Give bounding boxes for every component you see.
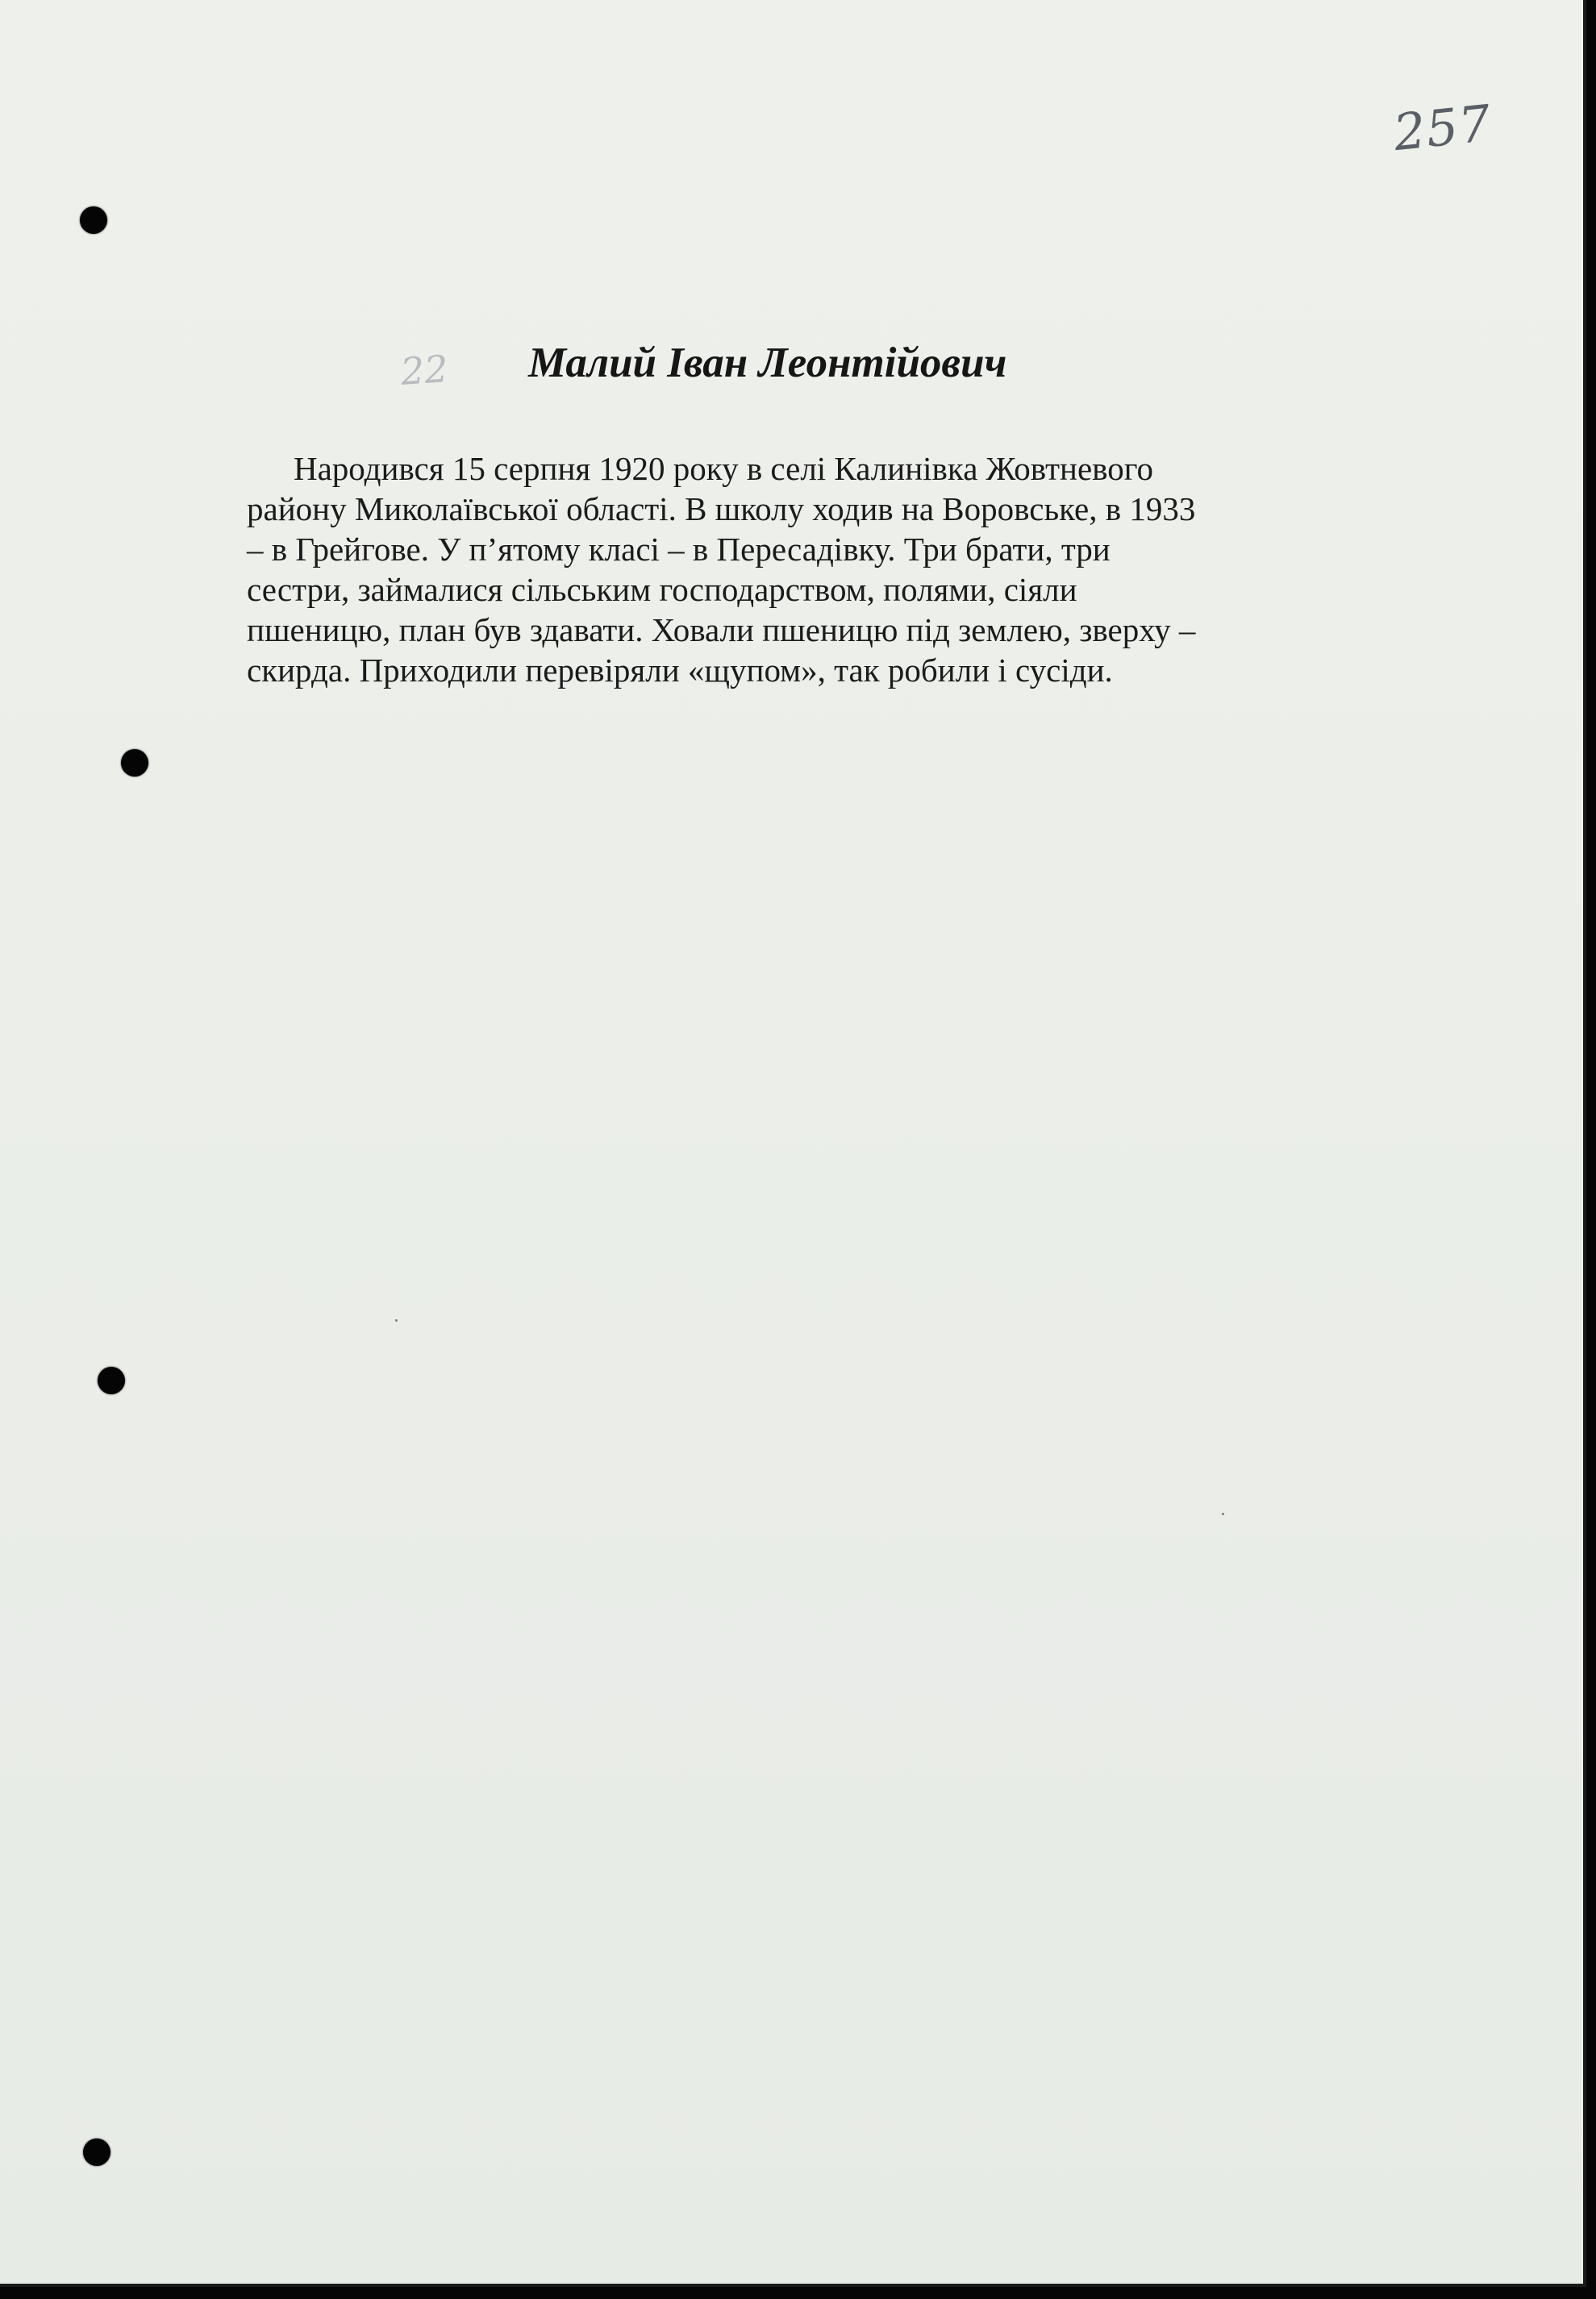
handwritten-document-index: 22 [399,347,450,394]
paper-speck [395,1319,398,1322]
punch-hole [80,206,107,234]
document-title: Малий Іван Леонтійович [528,339,1007,386]
document-body [247,448,1376,690]
body-line: Народився 15 серпня 1920 року в селі Калинівка Жовтневого [294,450,1154,487]
body-line: пшеницю, план був здавати. Ховали пшеницю під землею, зверху – [247,611,1196,648]
scan-edge-bottom [0,2287,1596,2299]
scan-edge-right [1586,0,1596,2299]
body-line: скирда. Приходили перевіряли «щупом», так робили і сусіди. [247,652,1113,689]
punch-hole [83,2139,110,2166]
punch-hole [121,749,148,777]
paper-speck [1222,1513,1224,1515]
handwritten-page-number: 257 [1390,93,1494,163]
body-line: – в Грейгове. У п’ятому класі – в Пересадівку. Три брати, три [247,531,1111,568]
body-line: району Миколаївської області. В школу ходив на Воровське, в 1933 [247,490,1196,527]
body-line: сестри, займалися сільським господарством, полями, сіяли [247,571,1077,608]
punch-hole [98,1367,125,1394]
